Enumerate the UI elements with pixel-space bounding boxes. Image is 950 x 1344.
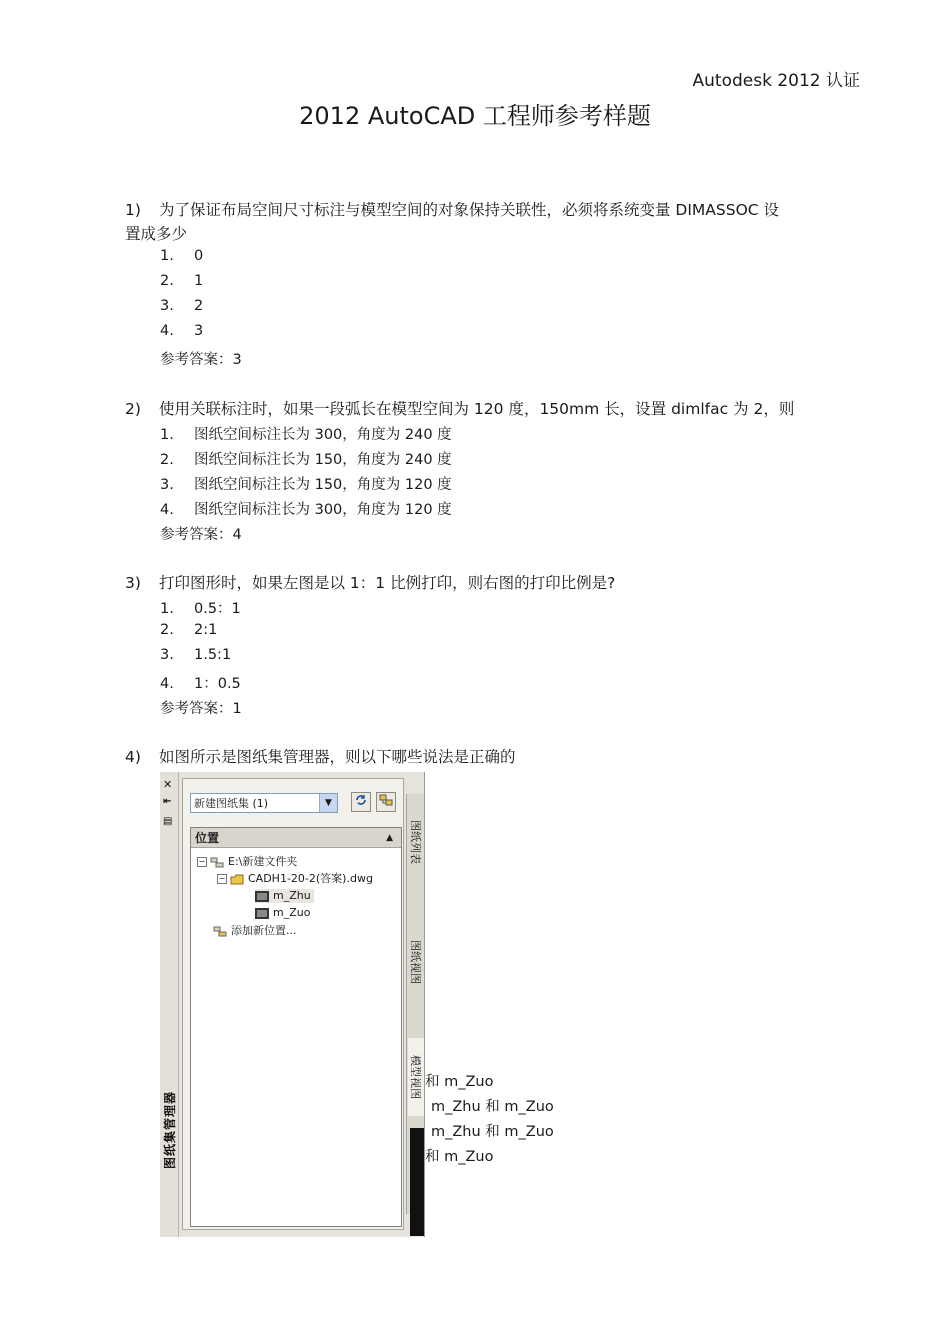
locations-tree (190, 827, 402, 1227)
question-number: 1) (125, 201, 141, 219)
tree-folder[interactable]: − E:\新建文件夹 (198, 855, 298, 868)
question-text: 如图所示是图纸集管理器，则以下哪些说法是正确的 (159, 748, 516, 766)
question-2: 2) 使用关联标注时，如果一段弧长在模型空间为 120 度，150mm 长，设置 dimlfac 为 2，则 (125, 400, 795, 418)
question-1 (125, 198, 779, 220)
option: 3. 2 (160, 298, 204, 314)
tree-file[interactable]: − CADH1-20-2(答案).dwg (218, 872, 373, 885)
add-location-icon (213, 926, 227, 937)
question-text-cont: 置成多少 (125, 225, 188, 243)
option: 1. 0 (160, 248, 204, 264)
background-edge (410, 1128, 424, 1236)
question-3: 3) 打印图形时，如果左图是以 1：1 比例打印，则右图的打印比例是? (125, 574, 616, 592)
network-folder-icon (210, 857, 224, 868)
panel-vertical-title: 图纸集管理器 (163, 1091, 177, 1170)
option: 3. 1.5:1 (160, 647, 232, 663)
certification-label: Autodesk 2012 认证 (692, 71, 860, 91)
partial-option: 和 m_Zuo (425, 1149, 494, 1165)
page-title: 2012 AutoCAD 工程师参考样题 (299, 102, 651, 130)
tree-add-location[interactable]: 添加新位置... (213, 924, 297, 938)
refresh-button[interactable] (351, 792, 371, 812)
refresh-icon (354, 793, 368, 807)
tab-sheet-list[interactable]: 图纸列表 (409, 820, 422, 864)
option: 2. 2:1 (160, 622, 218, 638)
chevron-down-icon[interactable]: ▼ (319, 794, 337, 812)
partial-option: m_Zhu 和 m_Zuo (431, 1124, 554, 1140)
collapse-icon: − (218, 874, 226, 883)
question-text: 打印图形时，如果左图是以 1：1 比例打印，则右图的打印比例是? (159, 574, 616, 592)
model-view-icon (255, 891, 269, 902)
tree-view-zhu[interactable]: m_Zhu (255, 889, 314, 903)
chevron-up-icon[interactable]: ▲ (386, 833, 393, 843)
option: 1. 0.5：1 (160, 601, 241, 617)
tree-view-zuo[interactable]: m_Zuo (255, 906, 310, 920)
model-view-icon (255, 908, 269, 919)
question-text: 为了保证布局空间尺寸标注与模型空间的对象保持关联性，必须将系统变量 DIMASSOC 设 (159, 201, 780, 219)
panel-content (182, 778, 404, 1230)
location-button[interactable] (376, 792, 396, 812)
answer: 参考答案：1 (160, 701, 242, 717)
partial-option: m_Zhu 和 m_Zuo (431, 1099, 554, 1115)
tab-model-views[interactable]: 模型视图 (408, 1038, 424, 1116)
network-icon (379, 793, 393, 807)
close-icon[interactable]: ✕ (163, 778, 173, 791)
drawing-folder-icon (230, 874, 244, 885)
autohide-icon[interactable]: ⇤ (163, 796, 172, 807)
answer: 参考答案：4 (160, 527, 242, 543)
option: 3. 图纸空间标注长为 150，角度为 120 度 (160, 477, 452, 493)
section-header[interactable]: 位置 ▲ (191, 828, 401, 848)
option: 2. 图纸空间标注长为 150，角度为 240 度 (160, 452, 452, 468)
sheet-set-combo[interactable]: 新建图纸集 (1) ▼ (190, 793, 338, 813)
option: 4. 3 (160, 323, 204, 339)
question-text: 使用关联标注时，如果一段弧长在模型空间为 120 度，150mm 长，设置 dimlfac 为 2，则 (159, 400, 795, 418)
properties-icon[interactable]: ▤ (163, 816, 173, 827)
answer: 参考答案：3 (160, 352, 242, 368)
partial-option: 和 m_Zuo (425, 1074, 494, 1090)
option: 4. 1：0.5 (160, 676, 241, 692)
option: 2. 1 (160, 273, 204, 289)
question-4: 4) 如图所示是图纸集管理器，则以下哪些说法是正确的 (125, 748, 516, 766)
collapse-icon: − (198, 857, 206, 866)
panel-title-strip (160, 772, 179, 1237)
option: 1. 图纸空间标注长为 300，角度为 240 度 (160, 427, 452, 443)
sheet-set-manager-panel (160, 772, 425, 1237)
option: 4. 图纸空间标注长为 300，角度为 120 度 (160, 502, 452, 518)
tab-sheet-views[interactable]: 图纸视图 (409, 940, 422, 984)
